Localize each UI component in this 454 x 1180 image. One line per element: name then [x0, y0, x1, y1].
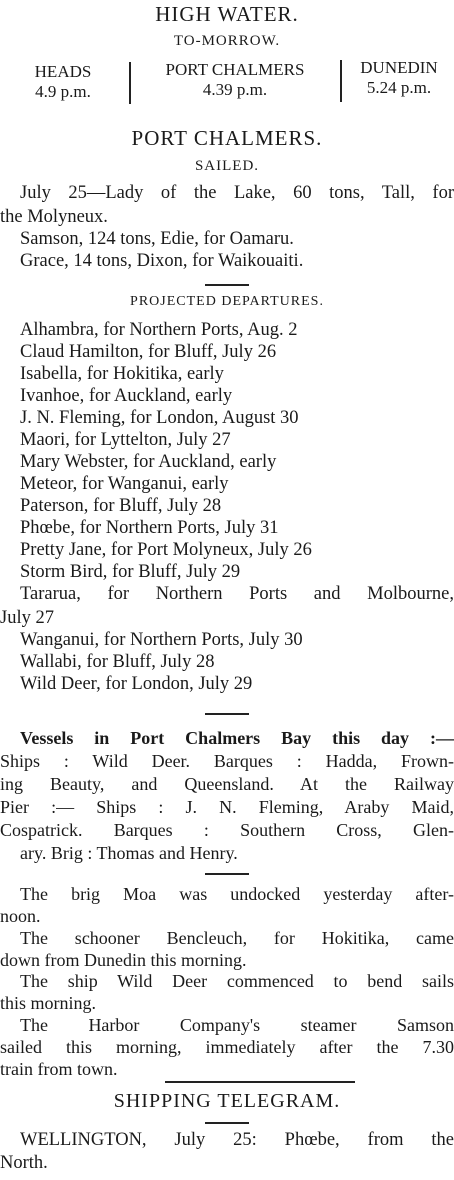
tide-dunedin [346, 58, 452, 98]
departure-item: Ivanhoe, for Auckland, early [20, 386, 233, 406]
departure-item: July 27 [0, 608, 54, 628]
note-line: noon. [0, 906, 41, 926]
tide-place: HEADS [34, 62, 92, 81]
note-line: The ship Wild Deer commenced to bend sails [20, 971, 454, 991]
departure-item: Paterson, for Bluff, July 28 [20, 496, 222, 516]
departure-item: Alhambra, for Northern Ports, Aug. 2 [20, 320, 298, 340]
tide-place: PORT CHALMERS [165, 60, 305, 79]
note-line: this morning. [0, 993, 97, 1013]
departure-item: Isabella, for Hokitika, early [20, 364, 224, 384]
departure-item: Wild Deer, for London, July 29 [20, 674, 253, 694]
section-rule [165, 1081, 355, 1083]
departure-item: Wanganui, for Northern Ports, July 30 [20, 630, 303, 650]
column-divider [129, 62, 131, 104]
high-water-title: HIGH WATER. [155, 2, 299, 26]
high-water-subtitle: TO-MORROW. [173, 33, 281, 49]
departure-item: Wallabi, for Bluff, July 28 [20, 652, 215, 672]
telegram-line: WELLINGTON, July 25: Phœbe, from the [20, 1130, 454, 1150]
sailed-line: July 25—Lady of the Lake, 60 tons, Tall, for [20, 183, 454, 203]
vessels-line: ing Beauty, and Queensland. At the Railway [0, 774, 454, 794]
column-divider [340, 60, 342, 102]
tide-port-chalmers [135, 60, 335, 100]
tide-time: 5.24 p.m. [366, 78, 432, 97]
port-chalmers-title: PORT CHALMERS. [131, 126, 323, 150]
sailed-heading: SAILED. [194, 158, 260, 174]
sailed-line: Samson, 124 tons, Edie, for Oamaru. [20, 229, 294, 249]
telegram-line: North. [0, 1153, 48, 1173]
divider-rule [205, 873, 249, 875]
note-line: sailed this morning, immediately after the 7.30 [0, 1037, 454, 1057]
departure-item: Maori, for Lyttelton, July 27 [20, 430, 231, 450]
sailed-line: Grace, 14 tons, Dixon, for Waikouaiti. [20, 251, 304, 271]
vessels-line: Pier :— Ships : J. N. Fleming, Araby Maid, [0, 797, 454, 817]
vessels-line: Ships : Wild Deer. Barques : Hadda, Frown- [0, 751, 454, 771]
divider-rule [205, 284, 249, 286]
vessels-line: ary. Brig : Thomas and Henry. [20, 843, 238, 863]
departure-item: J. N. Fleming, for London, August 30 [20, 408, 299, 428]
note-line: down from Dunedin this morning. [0, 950, 247, 970]
note-line: The schooner Bencleuch, for Hokitika, came [20, 928, 454, 948]
tide-time: 4.39 p.m. [202, 80, 268, 99]
telegram-title: SHIPPING TELEGRAM. [113, 1090, 341, 1112]
tide-place: DUNEDIN [360, 58, 438, 77]
departure-item: Meteor, for Wanganui, early [20, 474, 229, 494]
note-line: The brig Moa was undocked yesterday after- [20, 884, 454, 904]
note-line: The Harbor Company's steamer Samson [20, 1015, 454, 1035]
vessels-line: Vessels in Port Chalmers Bay this day :— [20, 728, 454, 748]
departure-item: Claud Hamilton, for Bluff, July 26 [20, 342, 277, 362]
sailed-line: the Molyneux. [0, 207, 108, 227]
departure-item: Phœbe, for Northern Ports, July 31 [20, 518, 279, 538]
departure-item: Tararua, for Northern Ports and Molbourne, [20, 584, 454, 604]
tide-heads [2, 62, 124, 102]
vessels-line: Cospatrick. Barques : Southern Cross, Glen- [0, 820, 454, 840]
tide-time: 4.9 p.m. [35, 82, 91, 101]
departure-item: Pretty Jane, for Port Molyneux, July 26 [20, 540, 312, 560]
departures-heading: PROJECTED DEPARTURES. [130, 294, 324, 309]
divider-rule [205, 713, 249, 715]
divider-rule [205, 1122, 249, 1124]
departure-item: Mary Webster, for Auckland, early [20, 452, 277, 472]
departure-item: Storm Bird, for Bluff, July 29 [20, 562, 241, 582]
note-line: train from town. [0, 1059, 118, 1079]
